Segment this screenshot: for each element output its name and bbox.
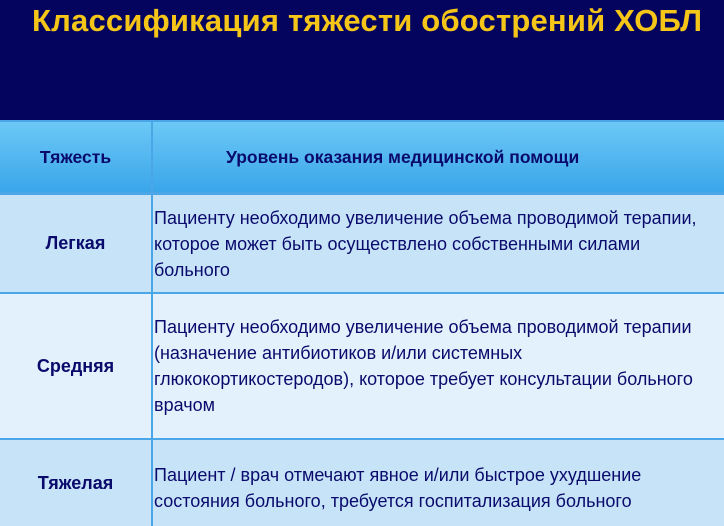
header-severity: Тяжесть — [0, 122, 151, 192]
table-header-row — [0, 122, 724, 192]
severity-cell: Тяжелая — [0, 440, 151, 526]
slide-title: Классификация тяжести обострений ХОБЛ — [32, 3, 703, 38]
severity-table — [0, 120, 724, 526]
table-row — [0, 440, 724, 526]
table-row — [0, 294, 724, 438]
care-level-cell: Пациенту необходимо увеличение объема проводимой терапии (назначение антибиотиков и/или системных глюкокортикостеродов), которое требует консультации больного врачом — [153, 294, 724, 438]
table-row — [0, 195, 724, 292]
care-level-cell: Пациент / врач отмечают явное и/или быстрое ухудшение состояния больного, требуется госпитализация больного — [153, 440, 724, 526]
severity-cell: Легкая — [0, 195, 151, 292]
care-level-cell: Пациенту необходимо увеличение объема проводимой терапии, которое может быть осуществлено собственными силами больного — [153, 195, 724, 292]
severity-cell: Средняя — [0, 294, 151, 438]
header-care-level: Уровень оказания медицинской помощи — [153, 122, 724, 192]
